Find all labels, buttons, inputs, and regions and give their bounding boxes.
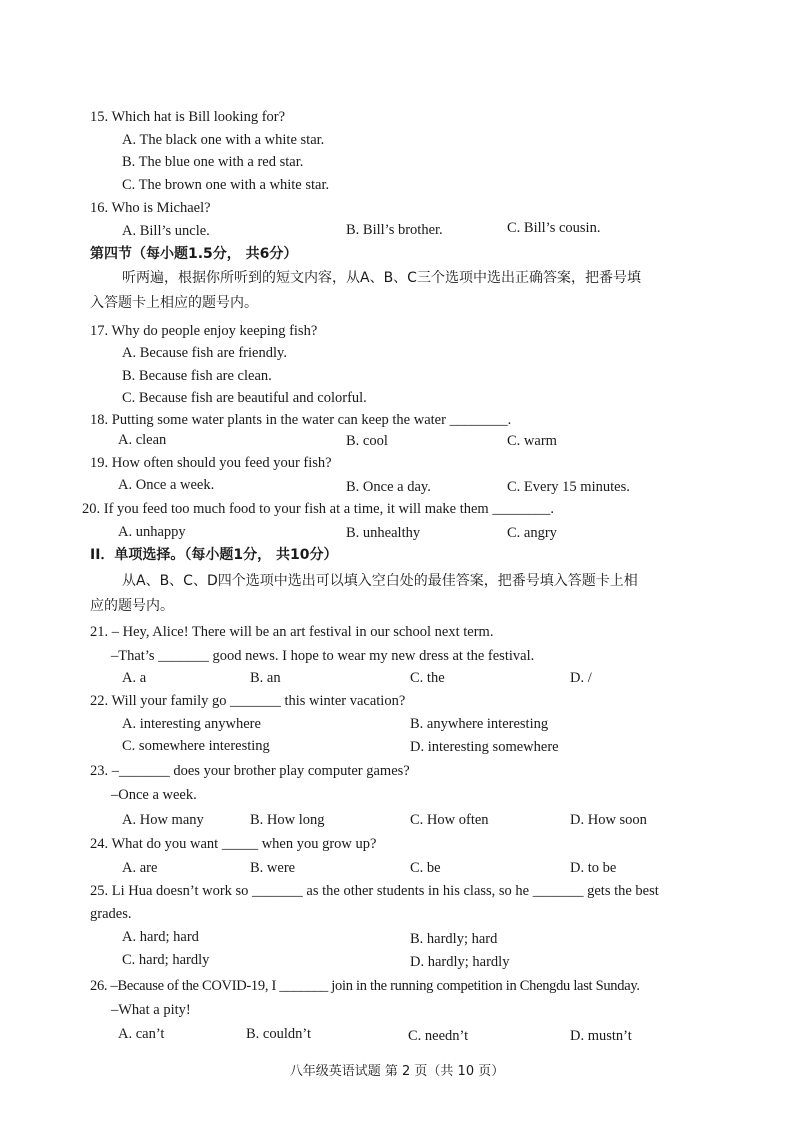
section4-instruction-line1: 听两遍，根据你所听到的短文内容，从A、B、C三个选项中选出正确答案，把番号填 xyxy=(122,270,641,286)
q20-option-a: A. unhappy xyxy=(118,524,186,540)
q26-option-a: A. can’t xyxy=(118,1026,165,1042)
q15-option-b: B. The blue one with a red star. xyxy=(122,154,304,170)
q21-option-a: A. a xyxy=(122,670,147,686)
q22-option-a: A. interesting anywhere xyxy=(122,716,261,732)
q16-option-b: B. Bill’s brother. xyxy=(346,222,443,238)
q26-option-c: C. needn’t xyxy=(408,1028,469,1044)
q16-option-c: C. Bill’s cousin. xyxy=(507,220,601,236)
part2-instruction-line2: 应的题号内。 xyxy=(90,598,174,614)
section4-heading: 第四节（每小题1.5分， 共6分） xyxy=(90,246,298,262)
q26-line1: 26. –Because of the COVID-19, I _______ join in the running competition in Chengdu last Sunday. xyxy=(90,978,640,994)
page-footer: 八年级英语试题 第 2 页（共 10 页） xyxy=(289,1064,505,1079)
part2-instruction-line1: 从A、B、C、D四个选项中选出可以填入空白处的最佳答案，把番号填入答题卡上相 xyxy=(122,573,638,589)
q21-option-b: B. an xyxy=(250,670,281,686)
q21-option-c: C. the xyxy=(410,670,445,686)
q22-option-d: D. interesting somewhere xyxy=(410,739,559,755)
q16-stem: 16. Who is Michael? xyxy=(90,200,211,216)
q21-option-d: D. / xyxy=(570,670,592,686)
q15-option-a: A. The black one with a white star. xyxy=(122,132,325,148)
q18-option-b: B. cool xyxy=(346,433,388,449)
q23-option-b: B. How long xyxy=(250,812,325,828)
q24-option-a: A. are xyxy=(122,860,158,876)
q24-option-d: D. to be xyxy=(570,860,617,876)
q16-option-a: A. Bill’s uncle. xyxy=(122,223,210,239)
q17-option-c: C. Because fish are beautiful and colorful. xyxy=(122,390,367,406)
q19-option-c: C. Every 15 minutes. xyxy=(507,479,630,495)
q18-option-a: A. clean xyxy=(118,432,167,448)
q15-stem: 15. Which hat is Bill looking for? xyxy=(90,109,286,125)
q23-line2: –Once a week. xyxy=(111,787,197,803)
q24-stem: 24. What do you want _____ when you grow up? xyxy=(90,836,377,852)
q15-option-c: C. The brown one with a white star. xyxy=(122,177,330,193)
q23-line1: 23. –_______ does your brother play computer games? xyxy=(90,763,410,779)
q22-option-b: B. anywhere interesting xyxy=(410,716,549,732)
q26-option-d: D. mustn’t xyxy=(570,1028,632,1044)
q24-option-b: B. were xyxy=(250,860,296,876)
q25-option-c: C. hard; hardly xyxy=(122,952,210,968)
q22-option-c: C. somewhere interesting xyxy=(122,738,270,754)
q21-line1: 21. – Hey, Alice! There will be an art festival in our school next term. xyxy=(90,624,494,640)
q24-option-c: C. be xyxy=(410,860,441,876)
q25-option-b: B. hardly; hard xyxy=(410,931,498,947)
q26-option-b: B. couldn’t xyxy=(246,1026,311,1042)
q19-option-b: B. Once a day. xyxy=(346,479,431,495)
q25-option-a: A. hard; hard xyxy=(122,929,199,945)
q17-option-b: B. Because fish are clean. xyxy=(122,368,272,384)
q18-option-c: C. warm xyxy=(507,433,557,449)
q18-stem: 18. Putting some water plants in the water can keep the water ________. xyxy=(90,412,512,428)
q25-line1: 25. Li Hua doesn’t work so _______ as the other students in his class, so he _______ gets the best xyxy=(90,883,659,899)
q21-line2: –That’s _______ good news. I hope to wear my new dress at the festival. xyxy=(111,648,535,664)
q23-option-d: D. How soon xyxy=(570,812,647,828)
q19-stem: 19. How often should you feed your fish? xyxy=(90,455,332,471)
part2-heading: II．单项选择。（每小题1分， 共10分） xyxy=(90,547,338,563)
q26-line2: –What a pity! xyxy=(111,1002,191,1018)
q25-line2: grades. xyxy=(90,906,132,922)
q20-option-b: B. unhealthy xyxy=(346,525,421,541)
q20-option-c: C. angry xyxy=(507,525,557,541)
q19-option-a: A. Once a week. xyxy=(118,477,215,493)
q17-stem: 17. Why do people enjoy keeping fish? xyxy=(90,323,318,339)
q23-option-a: A. How many xyxy=(122,812,204,828)
section4-instruction-line2: 入答题卡上相应的题号内。 xyxy=(90,295,258,311)
q22-stem: 22. Will your family go _______ this winter vacation? xyxy=(90,693,406,709)
q25-option-d: D. hardly; hardly xyxy=(410,954,510,970)
q20-stem: 20. If you feed too much food to your fish at a time, it will make them ________. xyxy=(82,501,554,517)
q17-option-a: A. Because fish are friendly. xyxy=(122,345,287,361)
q23-option-c: C. How often xyxy=(410,812,489,828)
